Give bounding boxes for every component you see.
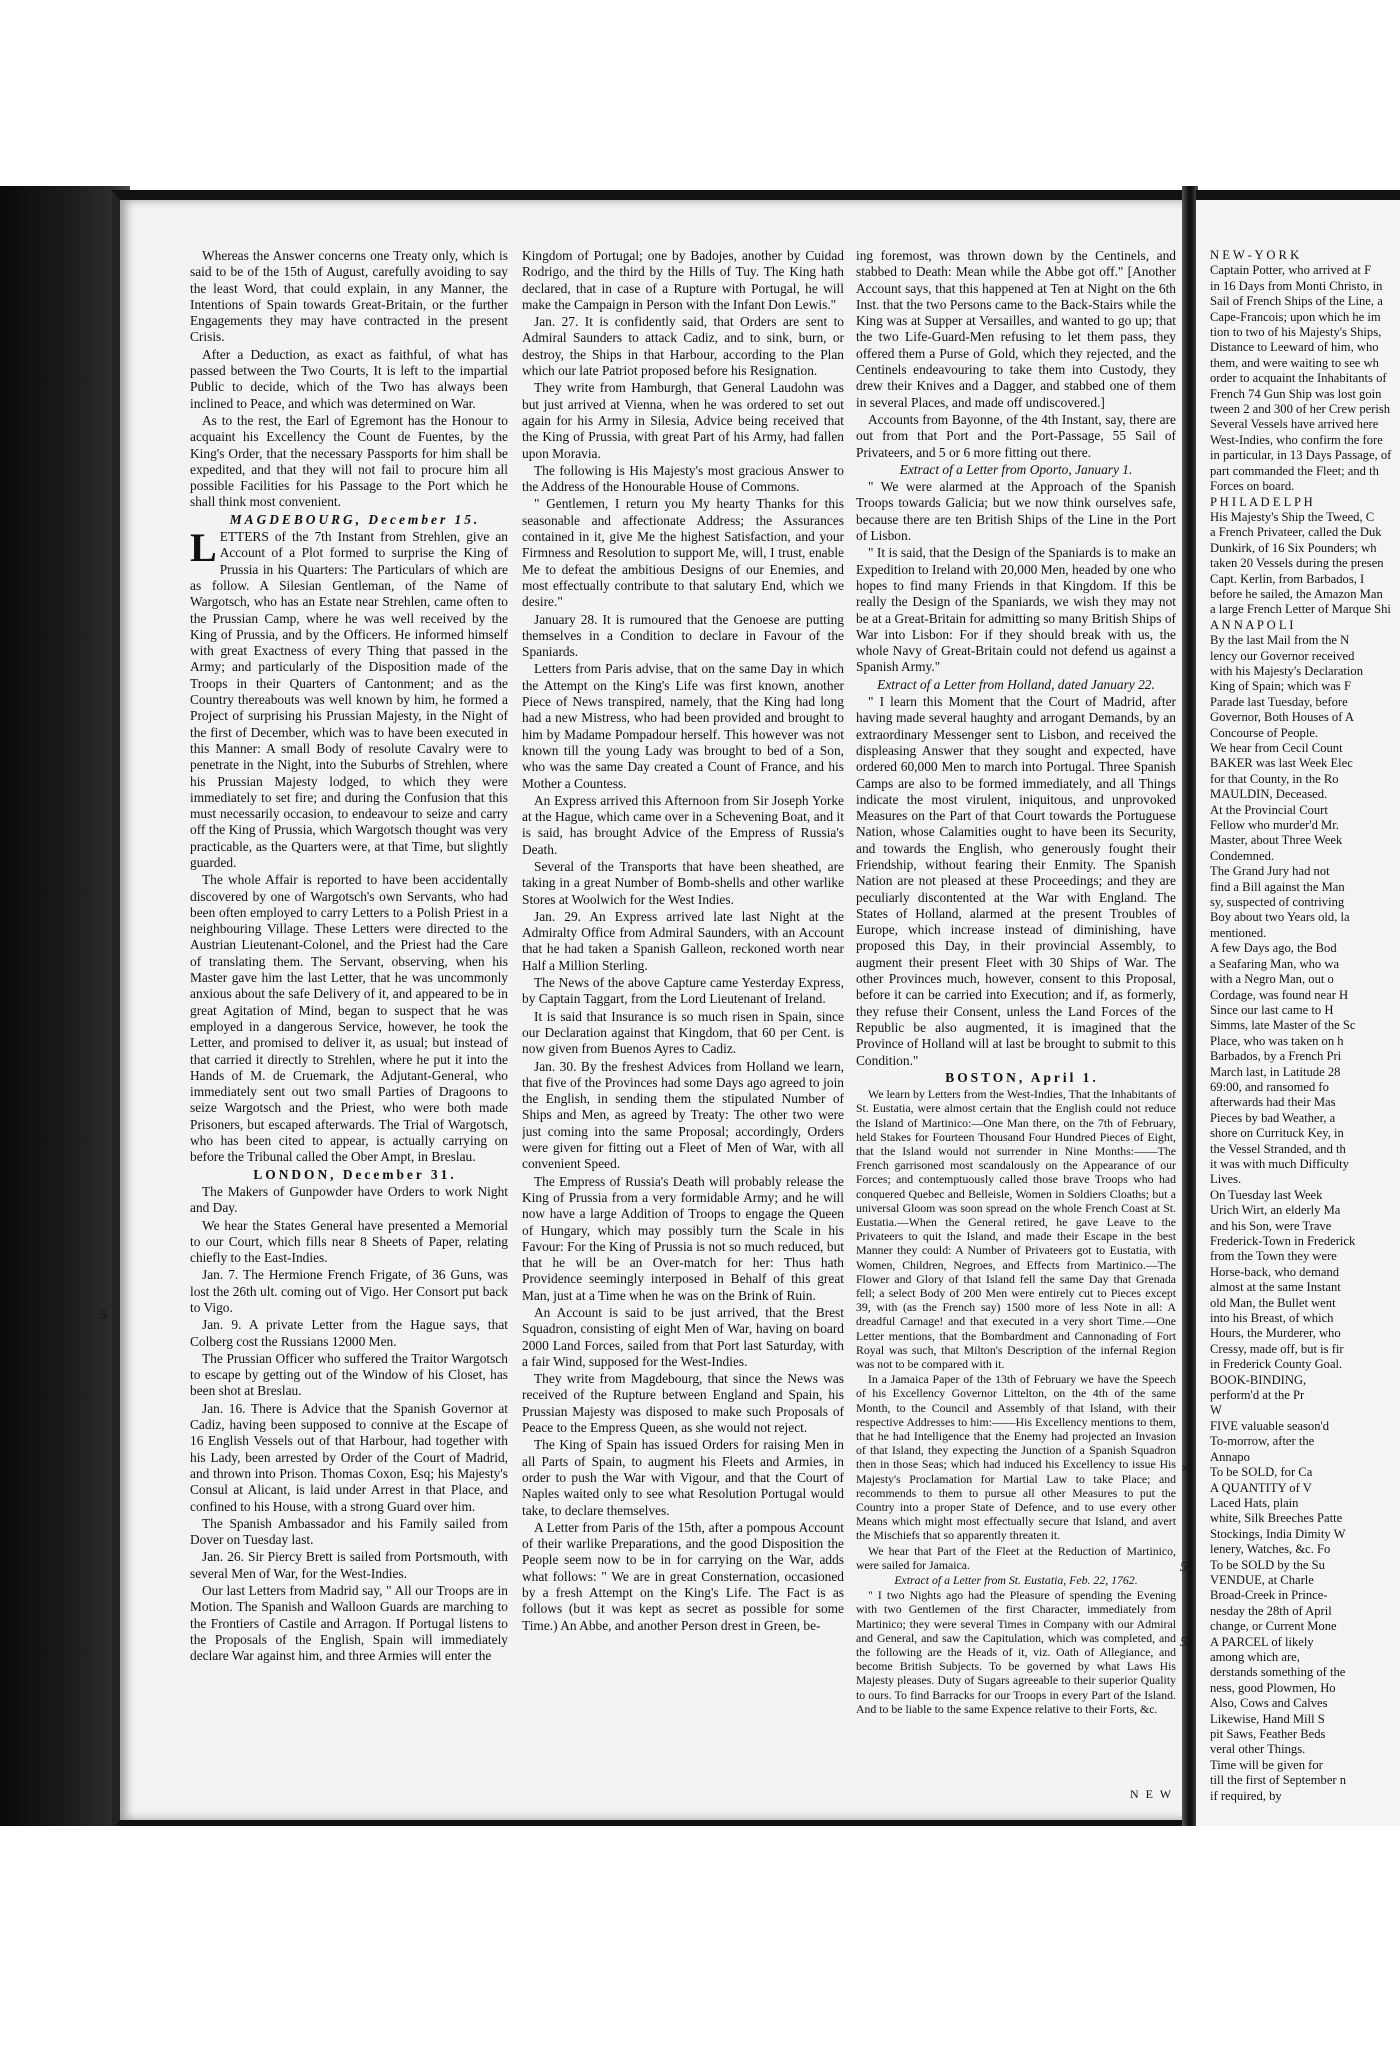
- column-4-line: pit Saws, Feather Beds: [1210, 1727, 1326, 1741]
- column-4-line: nesday the 28th of April: [1210, 1603, 1332, 1618]
- margin-mark: 5|: [1180, 1560, 1191, 1575]
- paragraph: The King of Spain has issued Orders for raising Men in all Parts of Spain, to augment his Fleets and Armies, in order to push the War with Vigour, and that the Court of Naples waited only to see what Resolution Portugal would take, to declare themselves.: [522, 1437, 844, 1518]
- paragraph: Jan. 30. By the freshest Advices from Holland we learn, that five of the Provinces had some Days ago agreed to join the English, in sending them the stipulated Number of Ships and Men, as agreed by Treaty: The other two were just coming into the same Proposal; accordingly, Orders were given for fitting out a Fleet of Men of War, with all convenient Speed.: [522, 1058, 844, 1172]
- extract-heading: Extract of a Letter from Holland, dated January 22.: [877, 676, 1155, 692]
- column-4-line: Capt. Kerlin, from Barbados, I: [1210, 571, 1365, 586]
- column-4-line: To be SOLD by the Su: [1210, 1557, 1325, 1572]
- column-4-line: BOOK-BINDING,: [1210, 1372, 1307, 1387]
- paragraph: In a Jamaica Paper of the 13th of February we have the Speech of his Excellency Governor Littelton, on the 4th of the same Month, to the Council and Assembly of that Island, with their respective Addresses to him:——His Excellency mentions to them, that he had Intelligence that the Enemy had projected an Invasion of that Island, they expecting the Junction of a Spanish Squadron then in those Seas; which had induced his Excellency to issue His Majesty's Proclamation for Martial Law to take Place; and recommends to them to pursue all other Measures to put the Country into a proper State of Defence, and to use every other Means which might most effectually secure that Island, and avert the Mischiefs that so apparently threaten it.: [856, 1372, 1176, 1543]
- column-4-line: March last, in Latitude 28: [1210, 1064, 1341, 1079]
- paragraph: The following is His Majesty's most gracious Answer to the Address of the Honourable House of Commons.: [522, 462, 844, 495]
- column-4-line: Also, Cows and Calves: [1210, 1696, 1328, 1711]
- paragraph: " We were alarmed at the Approach of the Spanish Troops towards Galicia; but we now think ourselves safe, because there are ten British Ships of the Line in the Port of Lisbon.: [856, 479, 1176, 544]
- column-4-line: almost at the same Instant: [1210, 1280, 1341, 1295]
- column-4-line: Lives.: [1210, 1172, 1242, 1187]
- column-4-line: taken 20 Vessels during the presen: [1210, 556, 1384, 571]
- paragraph: The News of the above Capture came Yesterday Express, by Captain Taggart, from the Lord Lieutenant of Ireland.: [522, 975, 844, 1007]
- paragraph: Jan. 16. There is Advice that the Spanish Governor at Cadiz, having been supposed to connive at the Escape of 16 English Vessels out of that Harbour, had together with his Lady, been arrested by Order of the Court of Madrid, and thrown into Prison. Thomas Coxon, Esq; his Majesty's Consul at Alicant, is laid under Arrest in that Place, and confined to his House, with a strong Guard over him.: [190, 1400, 508, 1514]
- column-4-line: A QUANTITY of V: [1210, 1480, 1312, 1495]
- column-4-line: Parade last Tuesday, before: [1210, 694, 1348, 709]
- paragraph: " Gentlemen, I return you My hearty Thanks for this seasonable and affectionate Address; the Assurances contained in it, give Me the highest Satisfaction, and your Firmness and Resolution to support Me, will, I trust, enable Me to defeat the ambitious Designs of our Enemies, and most effectually contribute to that salutary End, which we desire.": [522, 496, 844, 610]
- column-4-line: Fellow who murder'd Mr.: [1210, 818, 1339, 833]
- column-4-line: among which are,: [1210, 1649, 1300, 1664]
- column-4-line: a French Privateer, called the Duk: [1210, 525, 1382, 540]
- column-4-line: old Man, the Bullet went: [1210, 1295, 1336, 1310]
- paragraph: Jan. 9. A private Letter from the Hague says, that Colberg cost the Russians 12000 Men.: [190, 1317, 508, 1349]
- paragraph: Letters from Paris advise, that on the same Day in which the Attempt on the King's Life was first known, another Piece of News transpired, namely, that the King had long had a new Mistress, who had been provided and brought to him by Madame Pompadour herself. This however was not known till the young Lady was brought to bed of a Son, who was the same Day created a Count of France, and his Mother a Countess.: [522, 661, 844, 791]
- paragraph: The whole Affair is reported to have been accidentally discovered by one of Wargotsch's own Servants, who had been often employed to carry Letters to a Polish Priest in a neighbouring Village. These Letters were directed to the Austrian Lieutenant-Colonel, and the Priest had the Care of translating them. The Servant, observing, when his Master gave him the last Letter, that he was uncommonly anxious about the safe Delivery of it, and appeared to be in great Agitation of Mind, began to suspect that he was employed in a dangerous Service, however, he took the Letter, and promised to deliver it, as usual; but instead of that carried it directly to Strehlen, where he put it into the Hands of M. de Cruemark, the Adjutant-General, who immediately sent out two small Parties of Dragoons to seize Wargotsch and the Priest, who were both made Prisoners, but escaped afterwards. The Trial of Wargotsch, who has been cited to appear, is actually carrying on before the Tribunal called the Ober Ampt, in Breslau.: [190, 872, 508, 1165]
- paragraph: Jan. 27. It is confidently said, that Orders are sent to Admiral Saunders to attack Cadiz, and to sink, burn, or destroy, the Ships in that Harbour, according to the Plan which our late Patriot proposed before his Resignation.: [522, 314, 844, 379]
- column-4-line: The Grand Jury had not: [1210, 864, 1330, 879]
- column-4-line: Governor, Both Houses of A: [1210, 710, 1354, 725]
- column-4-line: 69:00, and ransomed fo: [1210, 1079, 1329, 1094]
- paragraph: It is said that Insurance is so much risen in Spain, since our Declaration against that Kingdom, that 60 per Cent. is now given from Buenos Ayres to Cadiz.: [522, 1008, 844, 1057]
- scan-bottom-margin: [0, 1826, 1400, 2052]
- column-4-line: Distance to Leeward of him, who: [1210, 340, 1379, 355]
- column-4-line: in 16 Days from Monti Christo, in: [1210, 278, 1383, 293]
- column-4-line: tion to two of his Majesty's Ships,: [1210, 325, 1382, 340]
- column-4-line: Forces on board.: [1210, 479, 1295, 494]
- column-4-line: We hear from Cecil Count: [1210, 741, 1343, 755]
- scan-top-margin: [0, 0, 1400, 186]
- column-4-line: and his Son, were Trave: [1210, 1218, 1332, 1233]
- column-4-line: His Majesty's Ship the Tweed, C: [1210, 509, 1375, 524]
- column-4-line: King of Spain; which was F: [1210, 679, 1351, 694]
- column-4-line: afterwards had their Mas: [1210, 1095, 1336, 1110]
- column-4-line: mentioned.: [1210, 925, 1267, 940]
- column-4-line: By the last Mail from the N: [1210, 633, 1350, 648]
- paragraph: The Empress of Russia's Death will probably release the King of Prussia from a very formidable Army; and he will now have a large Addition of Troops to engage the Queen of Hungary, which may possibly turn the Scale in his Favour: For the King of Prussia is not so much reduced, but that he will be an Over-match for her: Thus hath Providence seemingly interposed in Behalf of this great Man, just at a Time when he was on the Brink of Ruin.: [522, 1173, 844, 1303]
- column-4-line: Sail of French Ships of the Line, a: [1210, 294, 1383, 309]
- column-4-line: if required, by: [1210, 1788, 1282, 1803]
- column-4-line: change, or Current Mone: [1210, 1619, 1337, 1634]
- paragraph: After a Deduction, as exact as faithful, of what has passed between the Two Courts, It is left to the impartial Public to decide, which of the Two has always been inclined to Peace, and which was determined on War.: [190, 346, 508, 411]
- column-4-line: a Seafaring Man, who wa: [1210, 956, 1340, 971]
- paragraph: An Account is said to be just arrived, that the Brest Squadron, consisting of eight Men of War, having on board 2000 Land Forces, sailed from that Port last Saturday, with a fair Wind, supposed for the West-Indies.: [522, 1305, 844, 1369]
- paragraph: The Spanish Ambassador and his Family sailed from Dover on Tuesday last.: [190, 1515, 508, 1548]
- column-4-line: P H I L A D E L P H: [1210, 494, 1313, 509]
- column-4-line: On Tuesday last Week: [1210, 1187, 1323, 1202]
- column-4-line: French 74 Gun Ship was lost goin: [1210, 386, 1382, 401]
- column-4-line: VENDUE, at Charle: [1210, 1572, 1314, 1587]
- column-4-line: for that County, in the Ro: [1210, 771, 1339, 786]
- column-4-line: Concourse of People.: [1210, 725, 1319, 740]
- column-4-line: Broad-Creek in Prince-: [1210, 1588, 1328, 1603]
- column-4-line: Horse-back, who demand: [1210, 1264, 1340, 1279]
- column-4-cropped: [1210, 248, 1400, 1808]
- paragraph: Jan. 26. Sir Piercy Brett is sailed from Portsmouth, with several Men of War, for the West-Indies.: [190, 1549, 508, 1581]
- column-4-line: Stockings, India Dimity W: [1210, 1526, 1346, 1541]
- paragraph: Jan. 29. An Express arrived late last Night at the Admiralty Office from Admiral Saunders, with an Account that he had taken a Spanish Galleon, reckoned worth near Half a Million Sterling.: [522, 908, 844, 973]
- column-4-line: Hours, the Murderer, who: [1210, 1326, 1341, 1341]
- paragraph: The Prussian Officer who suffered the Traitor Wargotsch to escape by getting out of the Window of his Closet, has been shot at Breslau.: [190, 1350, 508, 1399]
- column-4-line: with a Negro Man, out o: [1210, 972, 1334, 987]
- paragraph: The Makers of Gunpowder have Orders to work Night and Day.: [190, 1183, 508, 1216]
- column-4-line: To-morrow, after the: [1210, 1434, 1315, 1449]
- column-4-line: them, and were waiting to see wh: [1210, 355, 1379, 370]
- column-4-line: A PARCEL of likely: [1210, 1634, 1314, 1649]
- column-4-line: Since our last came to H: [1210, 1002, 1334, 1017]
- column-4-line: it was with much Difficulty: [1210, 1156, 1349, 1171]
- paragraph: ing foremost, was thrown down by the Centinels, and stabbed to Death: Mean while the Abbe got off." [Another Account says, that this happened at Ten at Night on the 6th Inst. that the two Persons came to the Back-Stairs while the King was at Supper at Versailles, and wanted to go up; that the two Life-Guard-Men refusing to let them pass, they offered them a Purse of Gold, which they rejected, and the Centinels endeavouring to take them into Custody, they drew their Knives and a Dagger, and stabbed one of them in several Places, and made off undiscovered.]: [856, 248, 1176, 410]
- column-4-line: Boy about two Years old, la: [1210, 910, 1350, 925]
- catchword: N E W: [1130, 1787, 1174, 1801]
- column-4-line: Annapo: [1210, 1449, 1250, 1464]
- dateline-heading: LONDON, December 31.: [253, 1166, 457, 1182]
- dateline-heading: BOSTON, April 1.: [945, 1069, 1099, 1085]
- column-4-line: in particular, in 13 Days Passage, of: [1210, 448, 1392, 463]
- column-4-line: find a Bill against the Man: [1210, 879, 1345, 894]
- column-4-line: shore on Currituck Key, in: [1210, 1126, 1344, 1141]
- column-4-line: Simms, late Master of the Sc: [1210, 1018, 1356, 1033]
- paragraph: We learn by Letters from the West-Indies, That the Inhabitants of St. Eustatia, were almost certain that the English could not reduce the Island of Martinico:—One Man there, on the 7th of February, held Stakes for Fourteen Thousand Four Hundred Pieces of Eight, that the Island would not surrender in Nine Months:——The French garrisoned most scandalously on the Appearance of our Forces; and contemptuously called those brave Troops who had conquered Quebec and Belleisle, Women in Soldiers Cloaths; but a universal Gloom was soon spread on the whole French Coast at St. Eustatia.—When the General retired, he gave Leave to the Privateers to quit the Island, and made their Escape in the best Manner they could: A Number of Privateers got to Eustatia, with Women, Children, Negroes, and Effects from Martinico.—The Flower and Glory of that Island fell the same Day that Grenada fell; a select Body of 200 Men were entirely cut to Pieces except 39, with (as the French say) 1500 more of less Note in all: A dreadful Carnage! and that executed in a very short Time.—One Letter mentions, that the Bombardment and Cannonading of Fort Royal was such, that Milton's Description of the infernal Region was not to be compared with it.: [856, 1087, 1176, 1371]
- column-4-line: FIVE valuable season'd: [1210, 1418, 1330, 1433]
- column-4-line: till the first of September n: [1210, 1773, 1347, 1788]
- column-4-line: tween 2 and 300 of her Crew perish: [1210, 402, 1391, 417]
- column-2: [522, 248, 844, 1808]
- paragraph: Kingdom of Portugal; one by Badojes, another by Cuidad Rodrigo, and the third by the Hills of Tuy. The King hath declared, that in case of a Rupture with Portugal, he will make the Campaign in Person with the Infant Don Lewis.": [522, 248, 844, 312]
- column-4-line: Cressy, made off, but is fir: [1210, 1341, 1344, 1356]
- column-4-line: white, Silk Breeches Patte: [1210, 1511, 1343, 1526]
- paragraph: Several of the Transports that have been sheathed, are taking in a great Number of Bomb-shells and other warlike Stores at Woolwich for the West Indies.: [522, 858, 844, 907]
- paragraph: ETTERS of the 7th Instant from Strehlen, give an Account of a Plot formed to surprise the King of Prussia in his Quarters: The Particulars of which are as follow. A Silesian Gentleman, of the Name of Wargotsch, who has an Estate near Strehlen, came often to the Prussian Camp, where he was well received by the King of Prussia, and by the Officers. He informed himself with great Exactness of every Thing that passed in the Army; and particularly of the Disposition made of the Troops in their Quarters of Cantonment; and as the Country thereabouts was well known by him, he formed a Project of surprising his Prussian Majesty, in the Night of the first of December, which was to have been executed in this Manner: A small Body of resolute Cavalry were to penetrate in the Night, into the Suburbs of Strehlen, where his Prussian Majesty lodged, to which they were immediately to set fire; and during the Confusion that this must necessarily occasion, to endeavour to seize and carry off the King of Prussia, which Wargotsch thought was very practicable, as the Quarters were, at that Time, but slightly guarded.: [190, 529, 508, 870]
- column-4-line: Barbados, by a French Pri: [1210, 1049, 1342, 1064]
- column-4-line: Likewise, Hand Mill S: [1210, 1711, 1325, 1726]
- column-4-line: Time will be given for: [1210, 1757, 1323, 1772]
- column-4-line: Urich Wirt, an elderly Ma: [1210, 1203, 1341, 1218]
- column-4-line: perform'd at the Pr: [1210, 1388, 1305, 1403]
- drop-cap: L: [190, 525, 217, 571]
- column-4-line: a large French Letter of Marque Shi: [1210, 602, 1391, 617]
- paragraph: " It is said, that the Design of the Spaniards is to make an Expedition to Ireland with 20,000 Men, headed by one who hopes to find many Friends in that Kingdom. If this be really the Design of the Spaniards, we wish they may not be at a Great-Britain for admitting so many British Ships of War into Lisbon: For if they should break with us, the whole Navy of Great-Britain could not defend us against a Spanish Army.": [856, 545, 1176, 675]
- paragraph: As to the rest, the Earl of Egremont has the Honour to acquaint his Excellency the Count de Fuentes, by the King's Order, that the necessary Passports for him shall be expedited, and that they will not fail to procure him all possible Facilities for his Passage to the Port which he shall think most convenient.: [190, 412, 508, 510]
- column-4-line: West-Indies, who confirm the fore: [1210, 432, 1383, 447]
- column-4-line: from the Town they were: [1210, 1249, 1337, 1264]
- column-3: [856, 248, 1176, 1808]
- column-4-line: Several Vessels have arrived here: [1210, 417, 1379, 432]
- column-4-line: derstands something of the: [1210, 1665, 1346, 1680]
- paragraph: We hear the States General have presented a Memorial to our Court, which fills near 8 Sheets of Paper, relating chiefly to the East-Indies.: [190, 1217, 508, 1266]
- paragraph: " I learn this Moment that the Court of Madrid, after having made several haughty and arrogant Demands, by an extraordinary Messenger sent to Lisbon, and received the displeasing Answer that they sought and expected, have ordered 60,000 Men to march into Portugal. Three Spanish Camps are also to be formed immediately, and all Things indicate the most virulent, iniquitous, and unprovoked Measures on the Part of that Court towards the Portuguese Nation, whose Calamities ought to have been its Security, and towards the English, who generously fought their Friendship, without fearing their Enmity. The Spanish Nation are not pleased at these Proceedings; and they are peculiarly discontented at the War with England. The States of Holland, alarmed at the present Troubles of Europe, which increase instead of diminishing, have proposed this Day, in their provincial Assembly, to augment their present Fleet with 30 Ships of War. The other Provinces much, however, consent to this Proposal, before it can be carried into Execution; and if, as formerly, they refuse their Consent, unless the Land Forces of the Republic be also augmented, it is imagined that the Province of Holland will at last be brought to submit to this Condition.": [856, 694, 1176, 1068]
- column-4-line: Frederick-Town in Frederick: [1210, 1234, 1356, 1248]
- column-4-line: sy, suspected of contriving: [1210, 895, 1345, 910]
- column-4-line: before he sailed, the Amazon Man: [1210, 586, 1383, 601]
- extract-heading: Extract of a Letter from St. Eustatia, Feb. 22, 1762.: [894, 1573, 1138, 1588]
- paragraph: January 28. It is rumoured that the Genoese are putting themselves in a Condition to declare in Favour of the Spaniards.: [522, 611, 844, 660]
- paragraph: Accounts from Bayonne, of the 4th Instant, say, there are out from that Port and the Port-Passage, 55 Sail of Privateers, and 5 or 6 more fitting out there.: [856, 411, 1176, 460]
- paragraph: An Express arrived this Afternoon from Sir Joseph Yorke at the Hague, which came over in a Schevening Boat, and it is said, has brought Advice of the Empress of Russia's Death.: [522, 792, 844, 857]
- column-4-line: N E W - Y O R K: [1210, 248, 1300, 262]
- dateline-heading: MAGDEBOURG, December 15.: [229, 511, 481, 527]
- column-4-line: lenery, Watches, &c. Fo: [1210, 1542, 1331, 1557]
- column-4-line: in Frederick County Goal.: [1210, 1357, 1343, 1372]
- column-4-line: Place, who was taken on h: [1210, 1033, 1344, 1048]
- paragraph: We hear that Part of the Fleet at the Reduction of Martinico, were sailed for Jamaica.: [856, 1543, 1176, 1572]
- column-4-line: lency our Governor received: [1210, 648, 1355, 663]
- column-4-line: part commanded the Fleet; and th: [1210, 463, 1379, 478]
- column-4-line: A N N A P O L I: [1210, 617, 1294, 632]
- paragraph: " I two Nights ago had the Pleasure of spending the Evening with two Gentlemen of the first Character, immediately from Martinico; they were several Times in Company with our Admiral and General, and saw the Capitulation, which was completed, and the following are the Heads of it, viz. Oath of Allegiance, and become British Subjects. To be governed by what Laws His Majesty pleases. Duty of Sugars agreeable to their superior Quality to ours. To find Barracks for our Troops in every Part of the Island. And to be liable to the same Expence relative to their Forts, &c.: [856, 1588, 1176, 1716]
- column-4-line: Laced Hats, plain: [1210, 1495, 1299, 1510]
- column-4-line: veral other Things.: [1210, 1742, 1306, 1757]
- column-4-line: To be SOLD, for Ca: [1210, 1465, 1313, 1480]
- paragraph: A Letter from Paris of the 15th, after a pompous Account of their warlike Preparations, and the good Disposition the People seem now to be in for carrying on the War, adds what follows: " We are in great Consternation, occasioned by a fresh Attempt on the King's Life. The Fact is as follows (but it was kept as secret as possible for some Time.) An Abbe, and another Person drest in Green, be-: [522, 1519, 844, 1633]
- paragraph: They write from Magdebourg, that since the News was received of the Rupture between England and Spain, his Prussian Majesty was disposed to make such Proposals of Peace to the Empress Queen, as she would not reject.: [522, 1371, 844, 1436]
- book-binding-edge: [0, 186, 130, 1826]
- extract-heading: Extract of a Letter from Oporto, January 1.: [899, 461, 1133, 477]
- margin-mark: 5: [100, 1308, 107, 1323]
- column-4-line: Master, about Three Week: [1210, 833, 1343, 848]
- column-4-line: BAKER was last Week Elec: [1210, 756, 1353, 771]
- column-4-line: Captain Potter, who arrived at F: [1210, 263, 1372, 278]
- column-4-line: Dunkirk, of 16 Six Pounders; wh: [1210, 540, 1377, 555]
- paragraph: Whereas the Answer concerns one Treaty only, which is said to be of the 15th of August, carefully avoiding to say the least Word, that could explain, in any Manner, the Intentions of Spain towards Great-Britain, or the further Engagements they may have contracted in the present Crisis.: [190, 248, 508, 345]
- column-4-line: order to acquaint the Inhabitants of: [1210, 371, 1387, 386]
- column-4-line: Condemned.: [1210, 848, 1275, 863]
- paragraph: Jan. 7. The Hermione French Frigate, of 36 Guns, was lost the 26th ult. coming out of Vigo. Her Consort put back to Vigo.: [190, 1267, 508, 1315]
- margin-mark: ×|: [1180, 1462, 1194, 1477]
- column-4-line: into his Breast, of which: [1210, 1311, 1334, 1326]
- column-4-line: with his Majesty's Declaration: [1210, 663, 1364, 678]
- column-4-line: Cordage, was found near H: [1210, 987, 1349, 1002]
- column-4-line: MAULDIN, Deceased.: [1210, 787, 1328, 802]
- column-4-line: At the Provincial Court: [1210, 802, 1328, 817]
- paragraph: Our last Letters from Madrid say, " All our Troops are in Motion. The Spanish and Walloon Guards are marching to the Frontiers of Castile and Arragon. If Portugal listens to the Proposals of the English, Spain will immediately declare War against him, and three Armies will enter the: [190, 1583, 508, 1664]
- column-4-line: ness, good Plowmen, Ho: [1210, 1680, 1336, 1695]
- column-4-line: Cape-Francois; upon which he im: [1210, 309, 1381, 324]
- column-4-line: the Vessel Stranded, and th: [1210, 1141, 1346, 1156]
- column-4-line: W: [1210, 1403, 1222, 1418]
- paragraph: They write from Hamburgh, that General Laudohn was but just arrived at Vienna, when he was ordered to set out again for his Army in Silesia, Advice being received that the King of Prussia, with great Part of his Army, had fallen upon Moravia.: [522, 380, 844, 461]
- margin-mark: 5|: [1180, 1635, 1191, 1650]
- column-1: [190, 248, 508, 1808]
- column-4-line: A few Days ago, the Bod: [1210, 941, 1337, 956]
- column-4-line: Pieces by bad Weather, a: [1210, 1110, 1336, 1125]
